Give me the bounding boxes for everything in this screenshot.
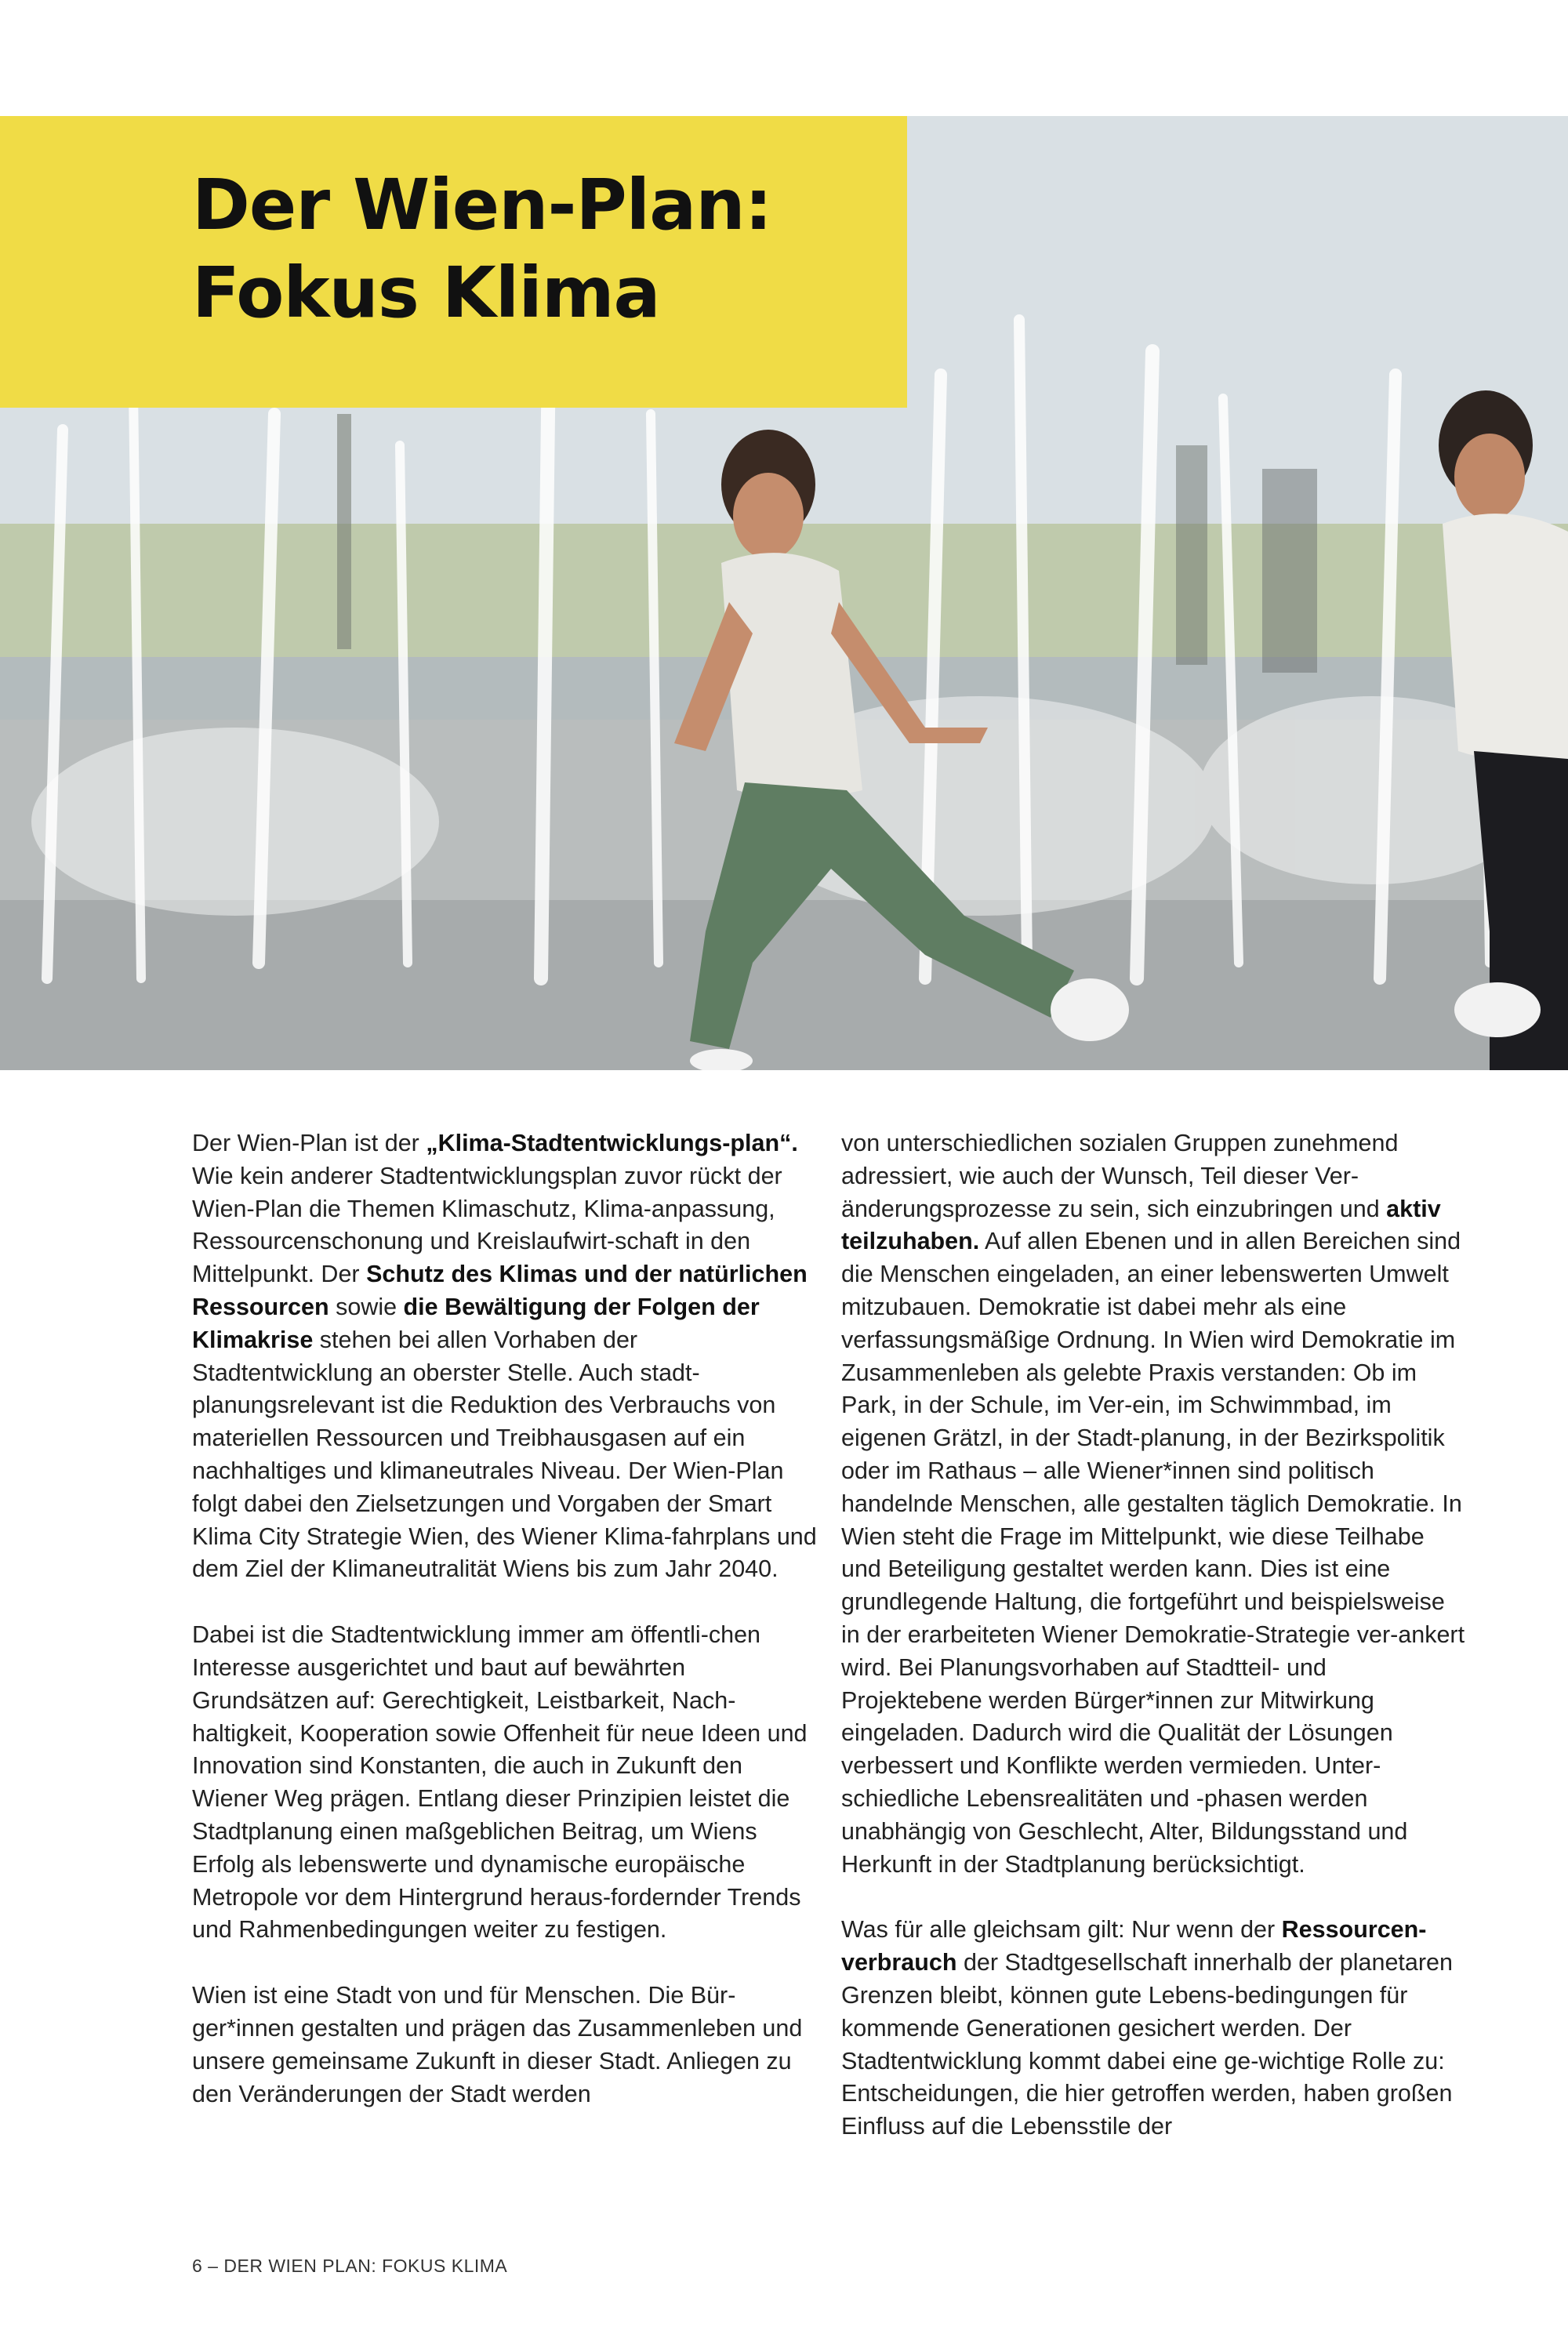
page-title xyxy=(192,161,771,336)
paragraph-1: Der Wien-Plan ist der „Klima-Stadtentwicklungs-plan“. Wie kein anderer Stadtentwicklungsplan zuvor rückt der Wien-Plan die Themen Klimaschutz, Klima-anpassung, Ressourcenschonung und Kreislaufwirt-schaft in den Mittelpunkt. Der Schutz des Klimas und der natürlichen Ressourcen sowie die Bewältigung der Folgen der Klimakrise stehen bei allen Vorhaben der Stadtentwicklung an oberster Stelle. Auch stadt-planungsrelevant ist die Reduktion des Verbrauchs von materiellen Ressourcen und Treibhausgasen auf ein nachhaltiges und klimaneutrales Niveau. Der Wien-Plan folgt dabei den Zielsetzungen und Vorgaben der Smart Klima City Strategie Wien, des Wiener Klima-fahrplans und dem Ziel der Klimaneutralität Wiens bis zum Jahr 2040. xyxy=(192,1130,817,1583)
paragraph-4: von unterschiedlichen sozialen Gruppen zunehmend adressiert, wie auch der Wunsch, Teil dieser Ver-änderungsprozesse zu sein, sich einzubringen und aktiv teilzuhaben. Auf allen Ebenen und in allen Bereichen sind die Menschen eingeladen, an einer lebenswerten Umwelt mitzubauen. Demokratie ist dabei mehr als eine verfassungsmäßige Ordnung. In Wien wird Demokratie im Zusammenleben als gelebte Praxis verstanden: Ob im Park, in der Schule, im Ver-ein, im Schwimmbad, im eigenen Grätzl, in der Stadt-planung, in der Bezirkspolitik oder im Rathaus – alle Wiener*innen sind politisch handelnde Menschen, alle gestalten täglich Demokratie. In Wien steht die Frage im Mittelpunkt, wie diese Teilhabe und Beteiligung gestaltet werden kann. Dies ist eine grundlegende Haltung, die fortgeführt und beispielsweise in der erarbeiteten Wiener Demokratie-Strategie ver-ankert wird. Bei Planungsvorhaben auf Stadtteil- und Projektebene werden Bürger*innen zur Mitwirkung eingeladen. Dadurch wird die Qualität der Lösungen verbessert und Konflikte werden vermieden. Unter-schiedliche Lebensrealitäten und -phasen werden unabhängig von Geschlecht, Alter, Bildungsstand und Herkunft in der Stadtplanung berücksichtigt. xyxy=(841,1130,1465,1878)
paragraph-2: Dabei ist die Stadtentwicklung immer am öffentli-chen Interesse ausgerichtet und baut auf bewährten Grundsätzen auf: Gerechtigkeit, Leistbarkeit, Nach-haltigkeit, Kooperation sowie Offenheit für neue Ideen und Innovation sind Konstanten, die auch in Zukunft den Wiener Weg prägen. Entlang dieser Prinzipien leistet die Stadtplanung einen maßgeblichen Beitrag, um Wiens Erfolg als lebenswerte und dynamische europäische Metropole vor dem Hintergrund heraus-fordernder Trends und Rahmenbedingungen weiter zu festigen. xyxy=(192,1621,808,1944)
text-column-left xyxy=(192,1127,819,2143)
text-column-right xyxy=(841,1127,1468,2176)
paragraph-5: Was für alle gleichsam gilt: Nur wenn der Ressourcen-verbrauch der Stadtgesellschaft innerhalb der planetaren Grenzen bleibt, können gute Lebens-bedingungen für kommende Generationen gesichert werden. Der Stadtentwicklung kommt dabei eine ge-wichtige Rolle zu: Entscheidungen, die hier getroffen werden, haben großen Einfluss auf die Lebensstile der xyxy=(841,1916,1453,2140)
title-line-1: Der Wien-Plan: xyxy=(192,164,772,245)
title-line-2: Fokus Klima xyxy=(192,252,660,333)
page-footer: 6 – DER WIEN PLAN: FOKUS KLIMA xyxy=(192,2256,508,2276)
paragraph-3: Wien ist eine Stadt von und für Menschen. Die Bür-ger*innen gestalten und prägen das Zusammenleben und unsere gemeinsame Zukunft in dieser Stadt. Anliegen zu den Veränderungen der Stadt werden xyxy=(192,1982,803,2107)
